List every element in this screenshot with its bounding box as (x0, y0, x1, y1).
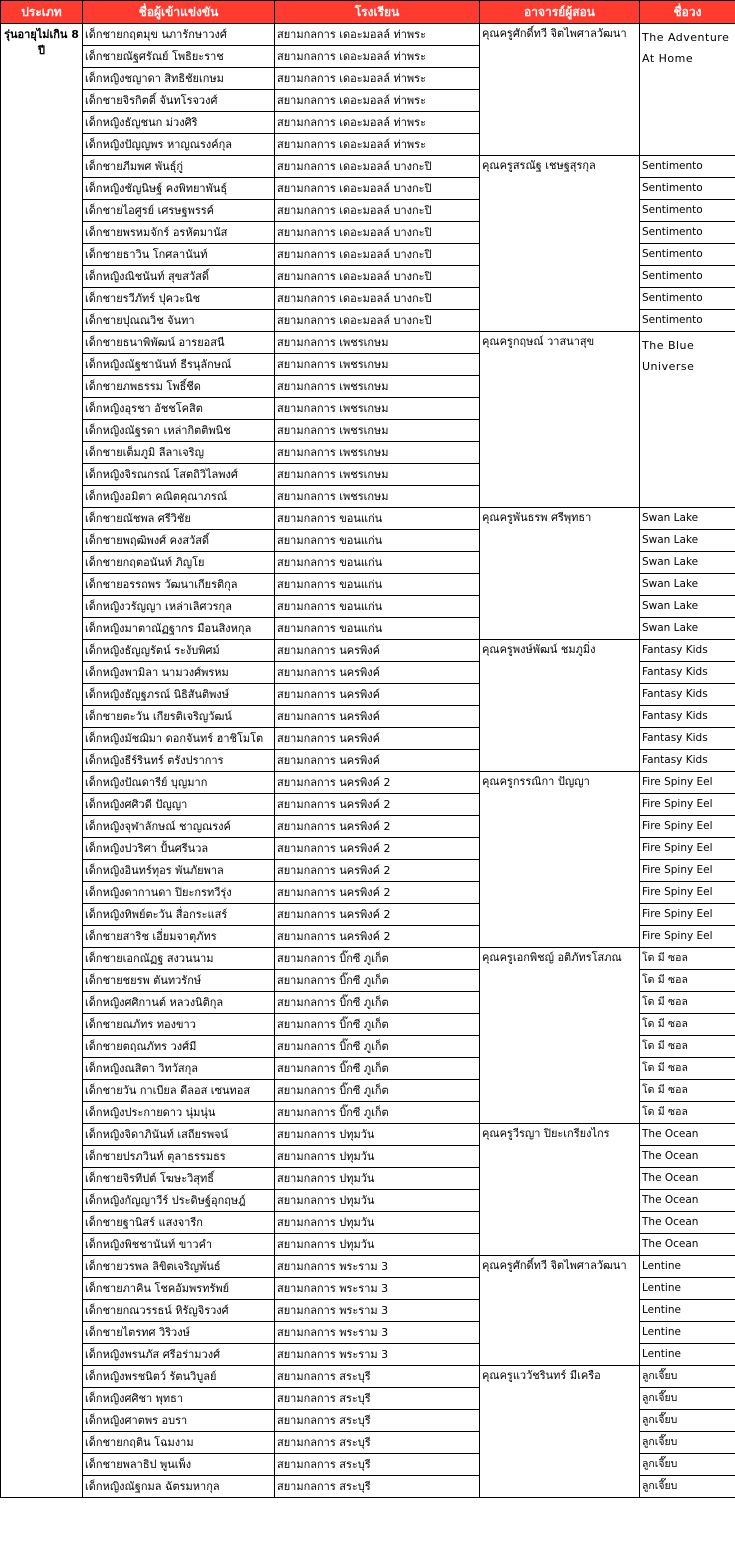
school-name: สยามกลการ นครพิงค์ 2 (275, 794, 480, 816)
contestant-name: เด็กหญิงจุฬาลักษณ์ ชาญณรงค์ (83, 816, 275, 838)
school-name: สยามกลการ ขอนแก่น (275, 574, 480, 596)
band-name: Lentine (640, 1278, 735, 1300)
school-name: สยามกลการ ขอนแก่น (275, 508, 480, 530)
contestant-name: เด็กชายปรภวินท์ ตุลาธรรมธร (83, 1146, 275, 1168)
contestant-name: เด็กหญิงอุรชา อัชชโคสิต (83, 398, 275, 420)
school-name: สยามกลการ นครพิงค์ (275, 706, 480, 728)
contestant-name: เด็กหญิงกัญญาวีร์ ประดิษฐ์อุกฤษฎ์ (83, 1190, 275, 1212)
table-row (1, 772, 735, 794)
table-row (1, 1366, 735, 1388)
school-name: สยามกลการ ขอนแก่น (275, 618, 480, 640)
contestant-name: เด็กหญิงปวริศา ปั้นศรีนวล (83, 838, 275, 860)
teacher-name: คุณครูพันธรพ ศรีพุทธา (480, 508, 640, 640)
band-name: Swan Lake (640, 574, 735, 596)
school-name: สยามกลการ เดอะมอลล์ บางกะปิ (275, 200, 480, 222)
header-name: ชื่อผู้เข้าแข่งขัน (83, 1, 275, 24)
band-name: โด มี ซอล (640, 1014, 735, 1036)
school-name: สยามกลการ บิ๊กซี ภูเก็ต (275, 970, 480, 992)
school-name: สยามกลการ เดอะมอลล์ ท่าพระ (275, 68, 480, 90)
band-name: Swan Lake (640, 596, 735, 618)
school-name: สยามกลการ เพชรเกษม (275, 486, 480, 508)
contestant-name: เด็กหญิงอินทร์ทุอร พันภัยพาล (83, 860, 275, 882)
band-name: Fantasy Kids (640, 706, 735, 728)
band-name: Lentine (640, 1300, 735, 1322)
contestant-name: เด็กหญิงมาตาณัฏฐากร มือนสิงหกุล (83, 618, 275, 640)
contestant-name: เด็กหญิงประกายดาว นุ่มนุ่น (83, 1102, 275, 1124)
school-name: สยามกลการ เดอะมอลล์ ท่าพระ (275, 134, 480, 156)
contestant-name: เด็กชายไอศูรย์ เศรษฐพรรค์ (83, 200, 275, 222)
teacher-name: คุณครูกฤษณ์ วาสนาสุข (480, 332, 640, 508)
school-name: สยามกลการ เพชรเกษม (275, 354, 480, 376)
school-name: สยามกลการ เดอะมอลล์ ท่าพระ (275, 46, 480, 68)
band-name: The Ocean (640, 1234, 735, 1256)
contestant-name: เด็กชายอรรถพร วัฒนาเกียรติกุล (83, 574, 275, 596)
contestant-name: เด็กชายชยรพ ตันทวรักษ์ (83, 970, 275, 992)
school-name: สยามกลการ เดอะมอลล์ บางกะปิ (275, 310, 480, 332)
band-name: Sentimento (640, 244, 735, 266)
band-name: Fire Spiny Eel (640, 772, 735, 794)
band-name: Sentimento (640, 200, 735, 222)
band-name: The Ocean (640, 1190, 735, 1212)
school-name: สยามกลการ สระบุรี (275, 1432, 480, 1454)
contestant-name: เด็กหญิงธัญชนก ม่วงศิริ (83, 112, 275, 134)
contestant-name: เด็กหญิงดากานดา ปิยะกรทวีรุ่ง (83, 882, 275, 904)
band-name: Swan Lake (640, 530, 735, 552)
contestant-name: เด็กหญิงศศิชา พุทธา (83, 1388, 275, 1410)
school-name: สยามกลการ นครพิงค์ (275, 728, 480, 750)
contestant-name: เด็กชายวัน กาเบียล ดีลอส เซนทอส (83, 1080, 275, 1102)
band-name: Swan Lake (640, 552, 735, 574)
school-name: สยามกลการ บิ๊กซี ภูเก็ต (275, 1058, 480, 1080)
contestant-name: เด็กชายปุณณวิช จันทา (83, 310, 275, 332)
school-name: สยามกลการ เดอะมอลล์ ท่าพระ (275, 112, 480, 134)
band-name: Lentine (640, 1256, 735, 1278)
teacher-name: คุณครูแววัชรินทร์ มีเครือ (480, 1366, 640, 1498)
school-name: สยามกลการ ปทุมวัน (275, 1190, 480, 1212)
band-name: Fire Spiny Eel (640, 794, 735, 816)
teacher-name: คุณครูกรรณิกา ปัญญา (480, 772, 640, 948)
header-band: ชื่อวง (640, 1, 735, 24)
band-name: Lentine (640, 1322, 735, 1344)
contestant-name: เด็กหญิงพามิลา นามวงศ์พรหม (83, 662, 275, 684)
school-name: สยามกลการ บิ๊กซี ภูเก็ต (275, 1080, 480, 1102)
contestant-name: เด็กหญิงพรชนิตว์ รัตนวิบูลย์ (83, 1366, 275, 1388)
band-name: The Ocean (640, 1146, 735, 1168)
school-name: สยามกลการ เพชรเกษม (275, 442, 480, 464)
table-row (1, 1256, 735, 1278)
teacher-name: คุณครูศักดิ์ทวี จิตไพศาลวัฒนา (480, 24, 640, 156)
band-name: Fire Spiny Eel (640, 860, 735, 882)
contestant-name: เด็กหญิงพรนภัส ศรีอร่ามวงศ์ (83, 1344, 275, 1366)
school-name: สยามกลการ เพชรเกษม (275, 398, 480, 420)
contestant-name: เด็กชายภาคิน โชคอัมพรทรัพย์ (83, 1278, 275, 1300)
teacher-name: คุณครูวีรญา ปิยะเกรียงไกร (480, 1124, 640, 1256)
contestant-name: เด็กชายตฤณภัทร วงศ์มี (83, 1036, 275, 1058)
school-name: สยามกลการ เดอะมอลล์ บางกะปิ (275, 156, 480, 178)
contestant-name: เด็กหญิงธัญฐภรณ์ นิธิสันติพงษ์ (83, 684, 275, 706)
contestant-name: เด็กหญิงชัญนิษฐ์ คงพิทยาพันธุ์ (83, 178, 275, 200)
contestant-name: เด็กหญิงณสิตา วิทวัสกุล (83, 1058, 275, 1080)
contestant-name: เด็กชายไตรทศ วิริวงษ์ (83, 1322, 275, 1344)
band-name: Lentine (640, 1344, 735, 1366)
school-name: สยามกลการ พระราม 3 (275, 1278, 480, 1300)
band-name: โด มี ซอล (640, 1102, 735, 1124)
band-name: ลูกเจี๊ยบ (640, 1366, 735, 1388)
band-name: Fantasy Kids (640, 684, 735, 706)
band-name: The Ocean (640, 1124, 735, 1146)
contestant-name: เด็กหญิงมัชฌิมา ดอกจันทร์ ฮาชิโมโต (83, 728, 275, 750)
school-name: สยามกลการ นครพิงค์ (275, 750, 480, 772)
school-name: สยามกลการ ขอนแก่น (275, 552, 480, 574)
contestant-name: เด็กหญิงณัฐกมล ฉัตรมหากุล (83, 1476, 275, 1498)
band-name: Fire Spiny Eel (640, 882, 735, 904)
school-name: สยามกลการ นครพิงค์ 2 (275, 926, 480, 948)
band-name: Sentimento (640, 222, 735, 244)
school-name: สยามกลการ พระราม 3 (275, 1322, 480, 1344)
contestant-name: เด็กชายณภัทร ทองขาว (83, 1014, 275, 1036)
table-row (1, 508, 735, 530)
contestant-name: เด็กชายวรพล ลิขิตเจริญพันธ์ (83, 1256, 275, 1278)
teacher-name: คุณครูสรณัฐ เชษฐสุรกุล (480, 156, 640, 332)
table-row (1, 1124, 735, 1146)
school-name: สยามกลการ นครพิงค์ 2 (275, 904, 480, 926)
band-name: Fire Spiny Eel (640, 904, 735, 926)
band-name: The Adventure At Home (640, 24, 735, 156)
contestant-name: เด็กชายภีมพศ พันธุ์กู่ (83, 156, 275, 178)
contestant-name: เด็กหญิงธัญญรัตน์ ระงับพิศม์ (83, 640, 275, 662)
contestant-name: เด็กหญิงจิดาภินันท์ เสถียรพจน์ (83, 1124, 275, 1146)
contestant-name: เด็กหญิงอมิตา คณิตคุณาภรณ์ (83, 486, 275, 508)
contestant-name: เด็กหญิงวรัญญา เหล่าเลิศวรกุล (83, 596, 275, 618)
band-name: ลูกเจี๊ยบ (640, 1476, 735, 1498)
contestant-name: เด็กชายพรหมจักร์ อรหัตมานัส (83, 222, 275, 244)
header-school: โรงเรียน (275, 1, 480, 24)
band-name: โด มี ซอล (640, 1036, 735, 1058)
contestant-name: เด็กชายณัฐศรัณย์ โพธิยะราช (83, 46, 275, 68)
band-name: Sentimento (640, 310, 735, 332)
band-name: Fantasy Kids (640, 728, 735, 750)
contestant-name: เด็กหญิงทิพย์ตะวัน สื่อกระแสร์ (83, 904, 275, 926)
contestant-name: เด็กชายกฤตมุข นภารักษาวงศ์ (83, 24, 275, 46)
contestant-name: เด็กหญิงศศิกานต์ หลวงนิติกุล (83, 992, 275, 1014)
contestant-name: เด็กหญิงณิชนันท์ สุขสวัสดิ์ (83, 266, 275, 288)
school-name: สยามกลการ พระราม 3 (275, 1256, 480, 1278)
school-name: สยามกลการ สระบุรี (275, 1476, 480, 1498)
school-name: สยามกลการ นครพิงค์ (275, 640, 480, 662)
school-name: สยามกลการ เดอะมอลล์ ท่าพระ (275, 90, 480, 112)
school-name: สยามกลการ เพชรเกษม (275, 376, 480, 398)
band-name: โด มี ซอล (640, 970, 735, 992)
band-name: The Ocean (640, 1212, 735, 1234)
school-name: สยามกลการ สระบุรี (275, 1454, 480, 1476)
band-name: Swan Lake (640, 508, 735, 530)
school-name: สยามกลการ นครพิงค์ 2 (275, 816, 480, 838)
band-name: Fantasy Kids (640, 750, 735, 772)
school-name: สยามกลการ ขอนแก่น (275, 530, 480, 552)
contestant-name: เด็กหญิงศาตพร อบรา (83, 1410, 275, 1432)
contestant-name: เด็กชายจิรทีปต์ โฆษะวิสุทธิ์ (83, 1168, 275, 1190)
contestant-name: เด็กหญิงศศิวดี ปัญญา (83, 794, 275, 816)
school-name: สยามกลการ เพชรเกษม (275, 464, 480, 486)
school-name: สยามกลการ นครพิงค์ 2 (275, 860, 480, 882)
teacher-name: คุณครูพงษ์พัฒน์ ชมภูมิ่ง (480, 640, 640, 772)
teacher-name: คุณครูเอกพิชญ์ อติภัทรโสภณ (480, 948, 640, 1124)
contestant-name: เด็กชายพฤฒิพงศ์ คงสวัสดิ์ (83, 530, 275, 552)
band-name: Swan Lake (640, 618, 735, 640)
band-name: The Blue Universe (640, 332, 735, 508)
band-name: Fire Spiny Eel (640, 816, 735, 838)
school-name: สยามกลการ เดอะมอลล์ บางกะปิ (275, 178, 480, 200)
band-name: ลูกเจี๊ยบ (640, 1454, 735, 1476)
school-name: สยามกลการ ปทุมวัน (275, 1212, 480, 1234)
school-name: สยามกลการ ปทุมวัน (275, 1146, 480, 1168)
table-row (1, 948, 735, 970)
header-row (1, 1, 735, 24)
band-name: Fire Spiny Eel (640, 926, 735, 948)
contestant-name: เด็กชายจิรกิตติ์ จันทโรจวงศ์ (83, 90, 275, 112)
table-row (1, 24, 735, 46)
school-name: สยามกลการ ปทุมวัน (275, 1234, 480, 1256)
band-name: โด มี ซอล (640, 1080, 735, 1102)
contestant-name: เด็กชายกฤติน โฉมงาม (83, 1432, 275, 1454)
band-name: ลูกเจี๊ยบ (640, 1432, 735, 1454)
band-name: ลูกเจี๊ยบ (640, 1388, 735, 1410)
contestant-name: เด็กหญิงจิรณกรณ์ โสตถิวิไลพงศ์ (83, 464, 275, 486)
school-name: สยามกลการ ปทุมวัน (275, 1124, 480, 1146)
roster-body (1, 24, 735, 1498)
contestant-name: เด็กชายกณวรรธน์ หิรัญจิรวงศ์ (83, 1300, 275, 1322)
school-name: สยามกลการ บิ๊กซี ภูเก็ต (275, 948, 480, 970)
contestant-name: เด็กชายกฤตอนันท์ ภิญโย (83, 552, 275, 574)
school-name: สยามกลการ พระราม 3 (275, 1300, 480, 1322)
school-name: สยามกลการ ขอนแก่น (275, 596, 480, 618)
school-name: สยามกลการ พระราม 3 (275, 1344, 480, 1366)
band-name: โด มี ซอล (640, 948, 735, 970)
school-name: สยามกลการ นครพิงค์ 2 (275, 838, 480, 860)
contestant-name: เด็กชายภพธรรม โพธิ์ชีด (83, 376, 275, 398)
school-name: สยามกลการ เดอะมอลล์ บางกะปิ (275, 222, 480, 244)
contestant-name: เด็กหญิงปัญญพร หาญณรงค์กุล (83, 134, 275, 156)
school-name: สยามกลการ สระบุรี (275, 1410, 480, 1432)
contestant-name: เด็กชายฐานิสร์ แสงจารีก (83, 1212, 275, 1234)
table-row (1, 156, 735, 178)
school-name: สยามกลการ นครพิงค์ (275, 684, 480, 706)
contestant-name: เด็กชายธนาพิพัฒน์ อารยอสนี (83, 332, 275, 354)
band-name: Fantasy Kids (640, 662, 735, 684)
band-name: โด มี ซอล (640, 1058, 735, 1080)
band-name: Sentimento (640, 266, 735, 288)
contestant-name: เด็กหญิงชญาดา สิทธิชัยเกษม (83, 68, 275, 90)
school-name: สยามกลการ นครพิงค์ 2 (275, 882, 480, 904)
contestant-name: เด็กชายรวีภัทร์ ปุควะนิช (83, 288, 275, 310)
band-name: Sentimento (640, 178, 735, 200)
contestant-name: เด็กชายเอกณัฏฐ สงวนนาม (83, 948, 275, 970)
school-name: สยามกลการ บิ๊กซี ภูเก็ต (275, 992, 480, 1014)
band-name: ลูกเจี๊ยบ (640, 1410, 735, 1432)
school-name: สยามกลการ สระบุรี (275, 1388, 480, 1410)
contestant-name: เด็กชายตะวัน เกียรติเจริญวัฒน์ (83, 706, 275, 728)
school-name: สยามกลการ นครพิงค์ (275, 662, 480, 684)
contestant-name: เด็กหญิงณัฐชานันท์ ธีรนุลักษณ์ (83, 354, 275, 376)
school-name: สยามกลการ บิ๊กซี ภูเก็ต (275, 1102, 480, 1124)
band-name: Fire Spiny Eel (640, 838, 735, 860)
contestant-name: เด็กชายธาวิน โกศลานันท์ (83, 244, 275, 266)
school-name: สยามกลการ เพชรเกษม (275, 332, 480, 354)
school-name: สยามกลการ เดอะมอลล์ บางกะปิ (275, 244, 480, 266)
band-name: Fantasy Kids (640, 640, 735, 662)
school-name: สยามกลการ บิ๊กซี ภูเก็ต (275, 1014, 480, 1036)
school-name: สยามกลการ สระบุรี (275, 1366, 480, 1388)
category-cell: รุ่นอายุไม่เกิน 8 ปี (1, 24, 83, 1498)
contestant-name: เด็กหญิงณัฐรดา เหล่ากิตติพนิช (83, 420, 275, 442)
teacher-name: คุณครูศักดิ์ทวี จิตไพศาลวัฒนา (480, 1256, 640, 1366)
school-name: สยามกลการ เดอะมอลล์ บางกะปิ (275, 288, 480, 310)
school-name: สยามกลการ เพชรเกษม (275, 420, 480, 442)
table-row (1, 640, 735, 662)
school-name: สยามกลการ เดอะมอลล์ ท่าพระ (275, 24, 480, 46)
header-teacher: อาจารย์ผู้สอน (480, 1, 640, 24)
contestant-name: เด็กหญิงธีร์รินทร์ ตรังปราการ (83, 750, 275, 772)
school-name: สยามกลการ นครพิงค์ 2 (275, 772, 480, 794)
header-category: ประเภท (1, 1, 83, 24)
contestant-name: เด็กชายสาริช เอี่ยมจาตุภัทร (83, 926, 275, 948)
band-name: The Ocean (640, 1168, 735, 1190)
school-name: สยามกลการ บิ๊กซี ภูเก็ต (275, 1036, 480, 1058)
contestant-name: เด็กชายณัชพล ศรีวิชัย (83, 508, 275, 530)
band-name: โด มี ซอล (640, 992, 735, 1014)
school-name: สยามกลการ ปทุมวัน (275, 1168, 480, 1190)
school-name: สยามกลการ เดอะมอลล์ บางกะปิ (275, 266, 480, 288)
contestant-name: เด็กชายเต็มภูมิ ลีลาเจริญ (83, 442, 275, 464)
band-name: Sentimento (640, 156, 735, 178)
contestant-name: เด็กหญิงพิชชานันท์ ขาวคำ (83, 1234, 275, 1256)
contestant-name: เด็กชายพลาธิป พูนเพ็ง (83, 1454, 275, 1476)
band-name: Sentimento (640, 288, 735, 310)
table-row (1, 332, 735, 354)
contestant-name: เด็กหญิงปัณดารีย์ บุญมาก (83, 772, 275, 794)
